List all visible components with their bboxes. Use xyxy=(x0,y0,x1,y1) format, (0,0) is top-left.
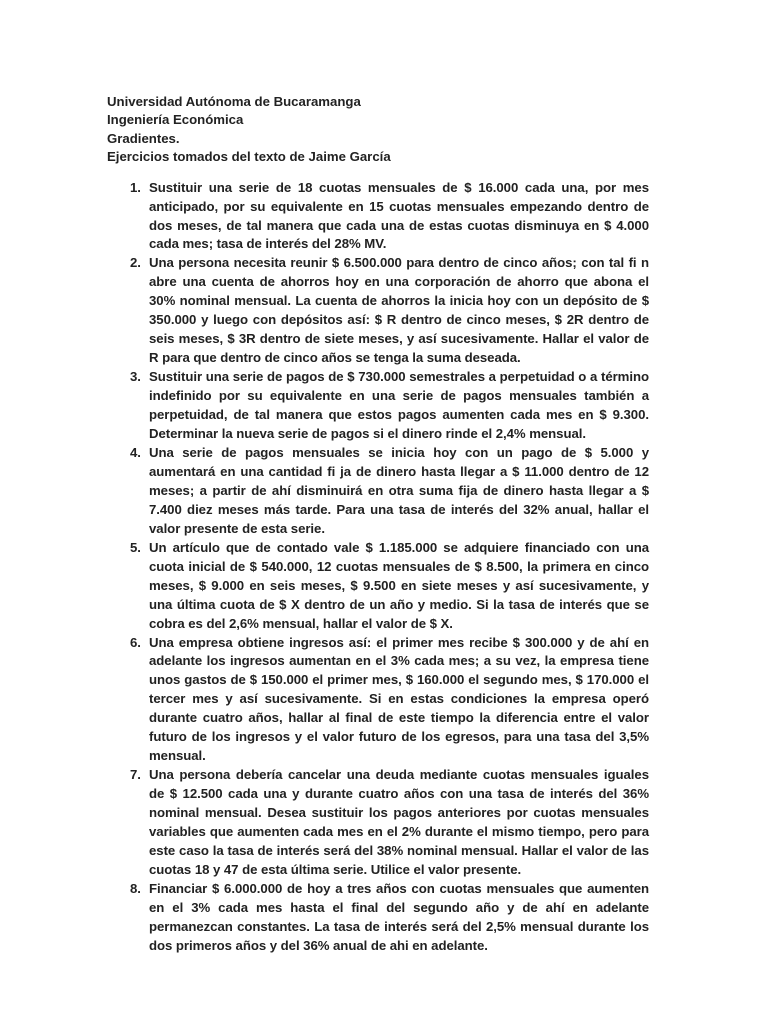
exercise-text: Un artículo que de contado vale $ 1.185.000 se adquiere financiado con una cuota inicial de $ 540.000, 12 cuotas mensuales de $ 8.500, la primera en cinco meses, $ 9.000 en seis meses, $ 9.500 en siete meses y así sucesivamente, y una última cuota de $ X dentro de un año y medio. Si la tasa de interés que se cobra es del 2,6% mensual, hallar el valor de $ X. xyxy=(149,539,649,631)
document-page xyxy=(107,93,649,956)
exercise-item xyxy=(107,368,649,444)
exercise-number: 2. xyxy=(130,255,141,271)
exercise-item xyxy=(107,254,649,368)
exercise-text: Una persona debería cancelar una deuda mediante cuotas mensuales iguales de $ 12.500 cada una y durante cuatro años con una tasa de interés del 36% nominal mensual. Desea sustituir los pagos anteriores por cuotas mensuales variables que aumenten cada mes en el 2% durante el mismo tiempo, pero para este caso la tasa de interés será del 38% nominal mensual. Hallar el valor de las cuotas 18 y 47 de esta última serie. Utilice el valor presente. xyxy=(149,767,649,877)
exercise-number: 6. xyxy=(130,634,141,650)
exercise-text: Una persona necesita reunir $ 6.500.000 para dentro de cinco años; con tal fi n abre una cuenta de ahorros hoy en una corporación de ahorro que abona el 30% nominal mensual. La cuenta de ahorros la inicia hoy con un depósito de $ 350.000 y luego con depósitos así: $ R dentro de cinco meses, $ 2R dentro de seis meses, $ 3R dentro de siete meses, y así sucesivamente. Hallar el valor de R para que dentro de cinco años se tenga la suma deseada. xyxy=(149,255,649,366)
exercise-number: 4. xyxy=(130,444,141,460)
exercise-text: Sustituir una serie de 18 cuotas mensuales de $ 16.000 cada una, por mes anticipado, por su equivalente en 15 cuotas mensuales empezando dentro de dos meses, de tal manera que cada una de estas cuotas disminuya en $ 4.000 cada mes; tasa de interés del 28% MV. xyxy=(149,179,649,252)
exercise-number: 5. xyxy=(130,539,141,555)
topic-title: Gradientes. xyxy=(107,130,180,146)
exercise-number: 7. xyxy=(130,767,141,783)
exercise-item xyxy=(107,179,649,255)
source-note: Ejercicios tomados del texto de Jaime García xyxy=(107,149,391,165)
exercise-text: Una empresa obtiene ingresos así: el primer mes recibe $ 300.000 y de ahí en adelante los ingresos aumentan en el 3% cada mes; a su vez, la empresa tiene unos gastos de $ 150.000 el primer mes, $ 160.000 el segundo mes, $ 170.000 el tercer mes y así sucesivamente. Si en estas condiciones la empresa operó durante cuatro años, hallar al final de este tiempo la diferencia entre el valor futuro de los ingresos y el valor futuro de los egresos, para una tasa del 3,5% mensual. xyxy=(149,634,649,764)
exercise-text: Financiar $ 6.000.000 de hoy a tres años con cuotas mensuales que aumenten en el 3% cada mes hasta el final del segundo año y de ahí en adelante permanezcan constantes. La tasa de interés será del 2,5% mensual durante los dos primeros años y del 36% anual de ahi en adelante. xyxy=(149,880,649,953)
exercise-item xyxy=(107,444,649,539)
exercise-text: Una serie de pagos mensuales se inicia hoy con un pago de $ 5.000 y aumentará en una cantidad fi ja de dinero hasta llegar a $ 11.000 dentro de 12 meses; a partir de ahí disminuirá en otra suma fija de dinero hasta llegar a $ 7.400 diez meses más tarde. Para una tasa de interés del 32% anual, hallar el valor presente de esta serie. xyxy=(149,444,649,536)
exercise-number: 8. xyxy=(130,880,141,896)
document-header xyxy=(107,93,649,167)
exercise-list xyxy=(107,179,649,956)
exercise-number: 1. xyxy=(130,179,141,195)
exercise-number: 3. xyxy=(130,369,141,385)
exercise-item xyxy=(107,766,649,880)
exercise-item xyxy=(107,880,649,956)
course-name: Ingeniería Económica xyxy=(107,112,244,128)
exercise-item xyxy=(107,539,649,634)
university-name: Universidad Autónoma de Bucaramanga xyxy=(107,94,361,109)
exercise-text: Sustituir una serie de pagos de $ 730.000 semestrales a perpetuidad o a término indefinido por su equivalente en una serie de pagos mensuales también a perpetuidad, de tal manera que estos pagos aumenten cada mes en $ 9.300. Determinar la nueva serie de pagos si el dinero rinde el 2,4% mensual. xyxy=(149,369,649,442)
exercise-item xyxy=(107,634,649,767)
